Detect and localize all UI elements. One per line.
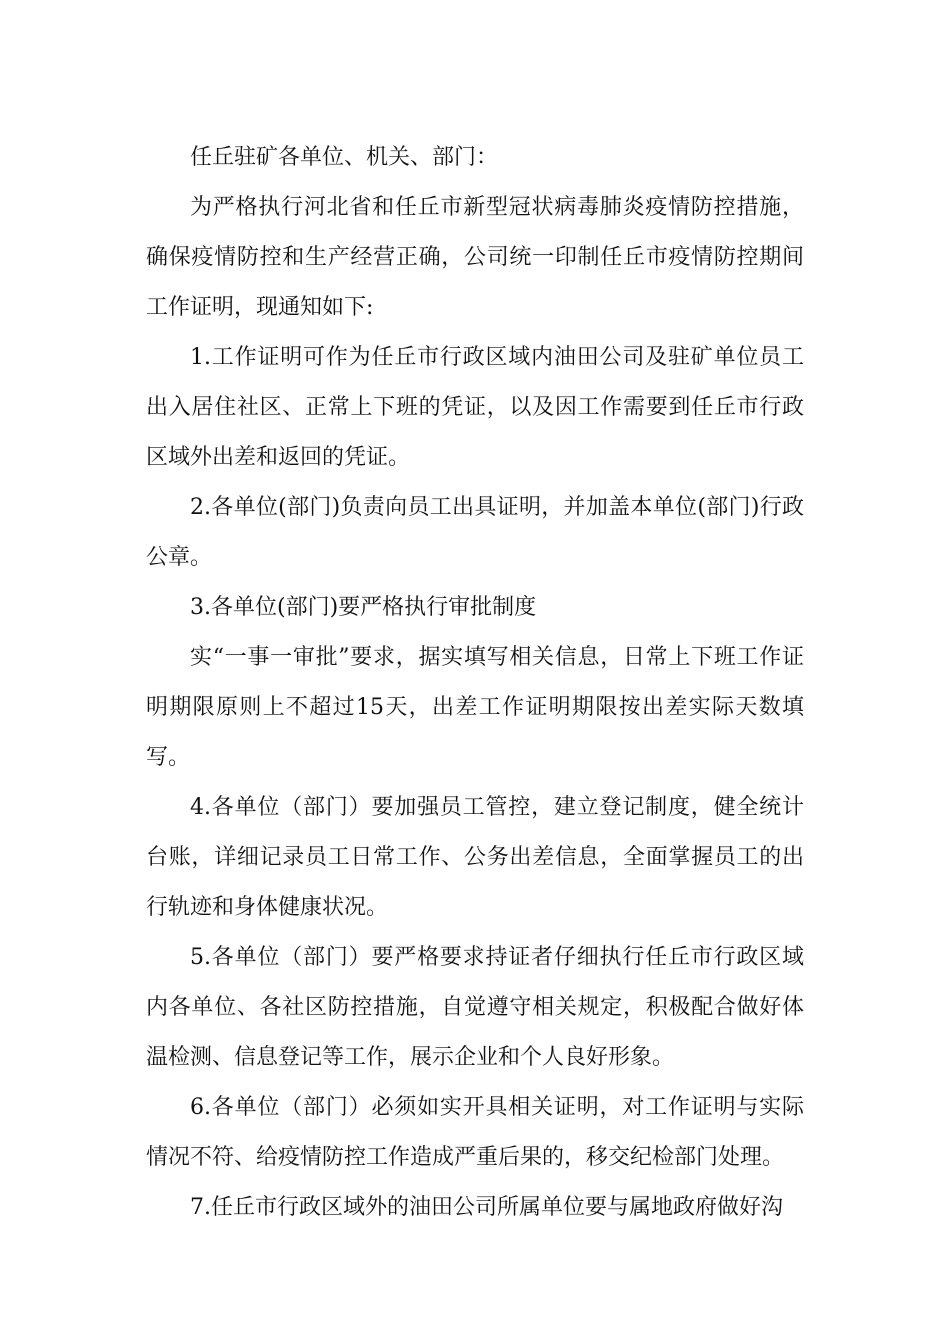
paragraph-item-7: 7.任丘市行政区域外的油田公司所属单位要与属地政府做好沟: [190, 1195, 783, 1220]
paragraph-item-1: 1.工作证明可作为任丘市行政区域内油田公司及驻矿单位员工出入居住社区、正常上下班的凭证，以及因工作需要到任丘市行政区域外出差和返回的凭证。: [146, 345, 804, 470]
document-body: [146, 133, 804, 1233]
paragraph-item-3: 3.各单位(部门)要严格执行审批制度: [190, 595, 537, 620]
paragraph-intro: 为严格执行河北省和任丘市新型冠状病毒肺炎疫情防控措施，确保疫情防控和生产经营正确，公司统一印制任丘市疫情防控期间工作证明，现通知如下:: [146, 195, 804, 320]
paragraph-item-4: 4.各单位（部门）要加强员工管控，建立登记制度，健全统计台账，详细记录员工日常工作、公务出差信息，全面掌握员工的出行轨迹和身体健康状况。: [146, 795, 804, 920]
paragraph-item-6: 6.各单位（部门）必须如实开具相关证明，对工作证明与实际情况不符、给疫情防控工作造成严重后果的，移交纪检部门处理。: [146, 1095, 804, 1170]
salutation: 任丘驻矿各单位、机关、部门：: [190, 145, 499, 170]
paragraph-item-5: 5.各单位（部门）要严格要求持证者仔细执行任丘市行政区域内各单位、各社区防控措施，自觉遵守相关规定，积极配合做好体温检测、信息登记等工作，展示企业和个人良好形象。: [146, 945, 804, 1070]
paragraph-item-2: 2.各单位(部门)负责向员工出具证明，并加盖本单位(部门)行政公章。: [146, 495, 804, 570]
paragraph-item-3-detail: 实“一事一审批”要求，据实填写相关信息，日常上下班工作证明期限原则上不超过15天，出差工作证明期限按出差实际天数填写。: [146, 645, 804, 770]
